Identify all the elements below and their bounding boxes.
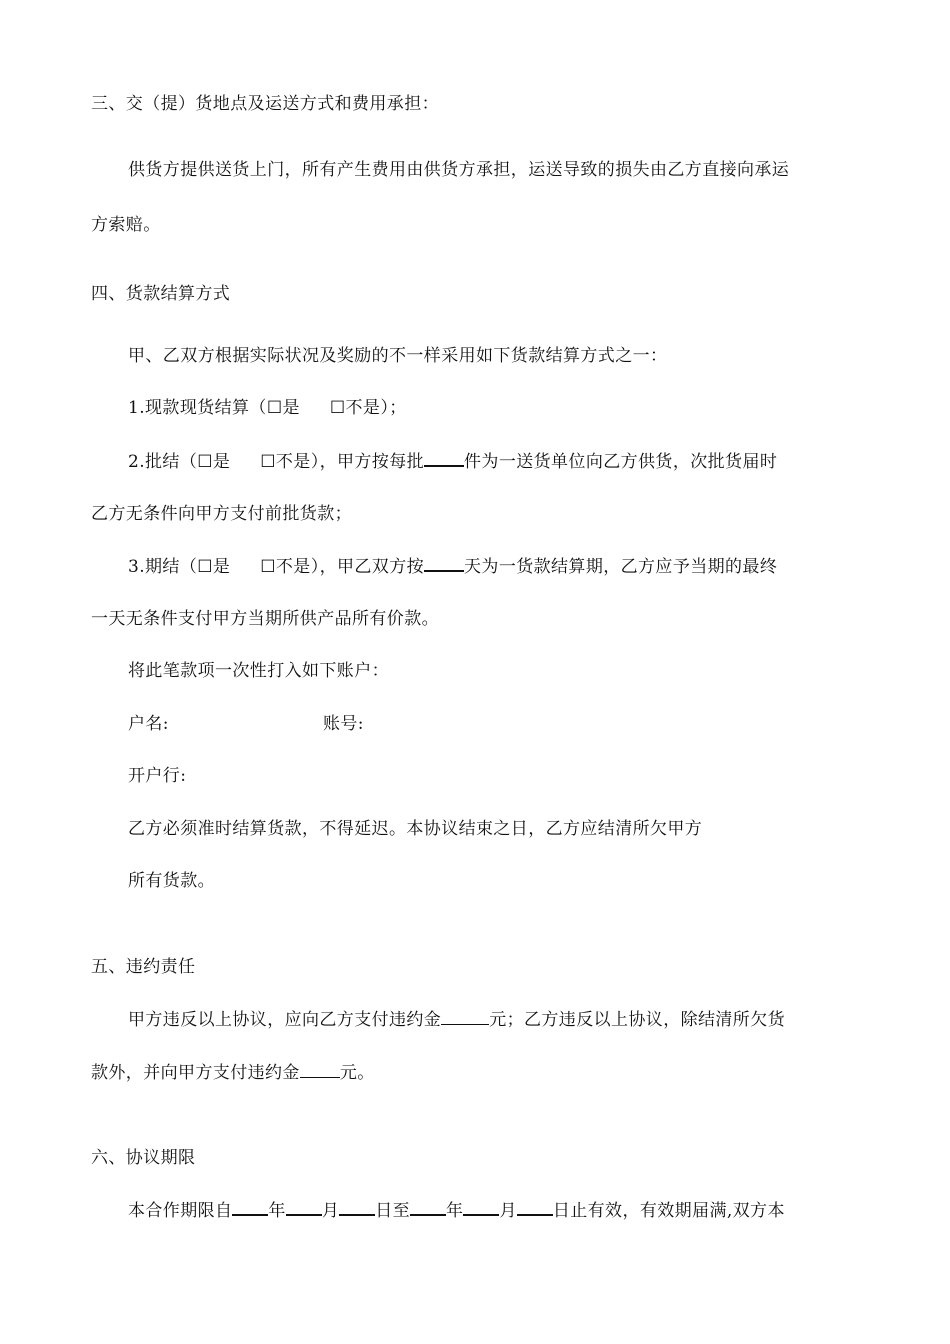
option-1-line (128, 396, 407, 420)
section-5-line-1 (128, 1008, 785, 1032)
option-3-text: 天为一货款结算期，乙方应予当期的最终 (464, 557, 778, 577)
section-3-heading: 三、交（提）货地点及运送方式和费用承担： (91, 94, 439, 114)
option-3-yes-checkbox-label: 3.期结（☐是 (128, 557, 231, 577)
end-month-blank (463, 1198, 499, 1216)
section-5-text-a: 甲方违反以上协议，应向乙方支付违约金 (128, 1010, 442, 1030)
option-2-yes-checkbox-label: 2.批结（☐是 (128, 452, 231, 472)
section-4-intro: 甲、乙双方根据实际状况及奖励的不一样采用如下货款结算方式之一： (128, 346, 668, 366)
section-5-line-2 (91, 1061, 375, 1085)
start-day-blank (339, 1198, 375, 1216)
option-1-yes-checkbox-label: 1.现款现货结算（☐是 (128, 398, 300, 418)
term-text-4: 日至 (375, 1201, 411, 1221)
section-5-text-d: 元。 (339, 1063, 375, 1083)
account-name-label: 户名: (128, 714, 169, 734)
term-text-3: 月 (321, 1201, 340, 1221)
account-number-label: 账号: (322, 714, 364, 734)
section-6-heading: 六、协议期限 (91, 1148, 196, 1168)
section-3-paragraph-line-2: 方索赔。 (91, 215, 161, 235)
penalty-amount-blank-a (441, 1008, 489, 1025)
option-3-line-1 (128, 554, 777, 579)
term-text-1: 本合作期限自 (128, 1201, 233, 1221)
option-3-line-2: 一天无条件支付甲方当期所供产品所有价款。 (91, 609, 439, 629)
start-month-blank (286, 1198, 322, 1216)
option-2-no-checkbox-label: ☐不是），甲方按每批 (260, 452, 425, 472)
section-4-heading: 四、货款结算方式 (91, 284, 231, 304)
term-text-7: 日止有效，有效期届满,双方本 (552, 1201, 785, 1221)
payment-note-line-2: 所有货款。 (128, 871, 215, 891)
end-day-blank (517, 1198, 553, 1216)
settlement-days-blank (424, 554, 464, 572)
section-5-text-b: 元；乙方违反以上协议，除结清所欠货 (489, 1010, 786, 1030)
penalty-amount-blank-b (300, 1061, 340, 1078)
term-text-6: 月 (499, 1201, 517, 1221)
section-6-line-1 (128, 1198, 785, 1223)
term-text-2: 年 (268, 1201, 286, 1221)
term-text-5: 年 (446, 1201, 464, 1221)
bank-label: 开户行: (128, 766, 187, 786)
section-5-heading: 五、违约责任 (91, 957, 196, 977)
option-1-no-checkbox-label: ☐不是）； (329, 398, 407, 418)
batch-quantity-blank (424, 449, 464, 467)
option-2-text: 件为一送货单位向乙方供货，次批货届时 (464, 452, 778, 472)
section-5-text-c: 款外，并向甲方支付违约金 (91, 1063, 300, 1083)
option-3-no-checkbox-label: ☐不是），甲乙双方按 (260, 557, 425, 577)
payment-note-line-1: 乙方必须准时结算货款，不得延迟。本协议结束之日，乙方应结清所欠甲方 (128, 819, 703, 839)
option-2-line-1 (128, 449, 777, 474)
account-name-line (128, 712, 364, 736)
account-intro: 将此笔款项一次性打入如下账户： (128, 661, 389, 681)
section-3-paragraph-line-1: 供货方提供送货上门，所有产生费用由供货方承担，运送导致的损失由乙方直接向承运 (128, 160, 790, 180)
end-year-blank (410, 1198, 446, 1216)
start-year-blank (232, 1198, 268, 1216)
option-2-line-2: 乙方无条件向甲方支付前批货款； (91, 504, 352, 524)
